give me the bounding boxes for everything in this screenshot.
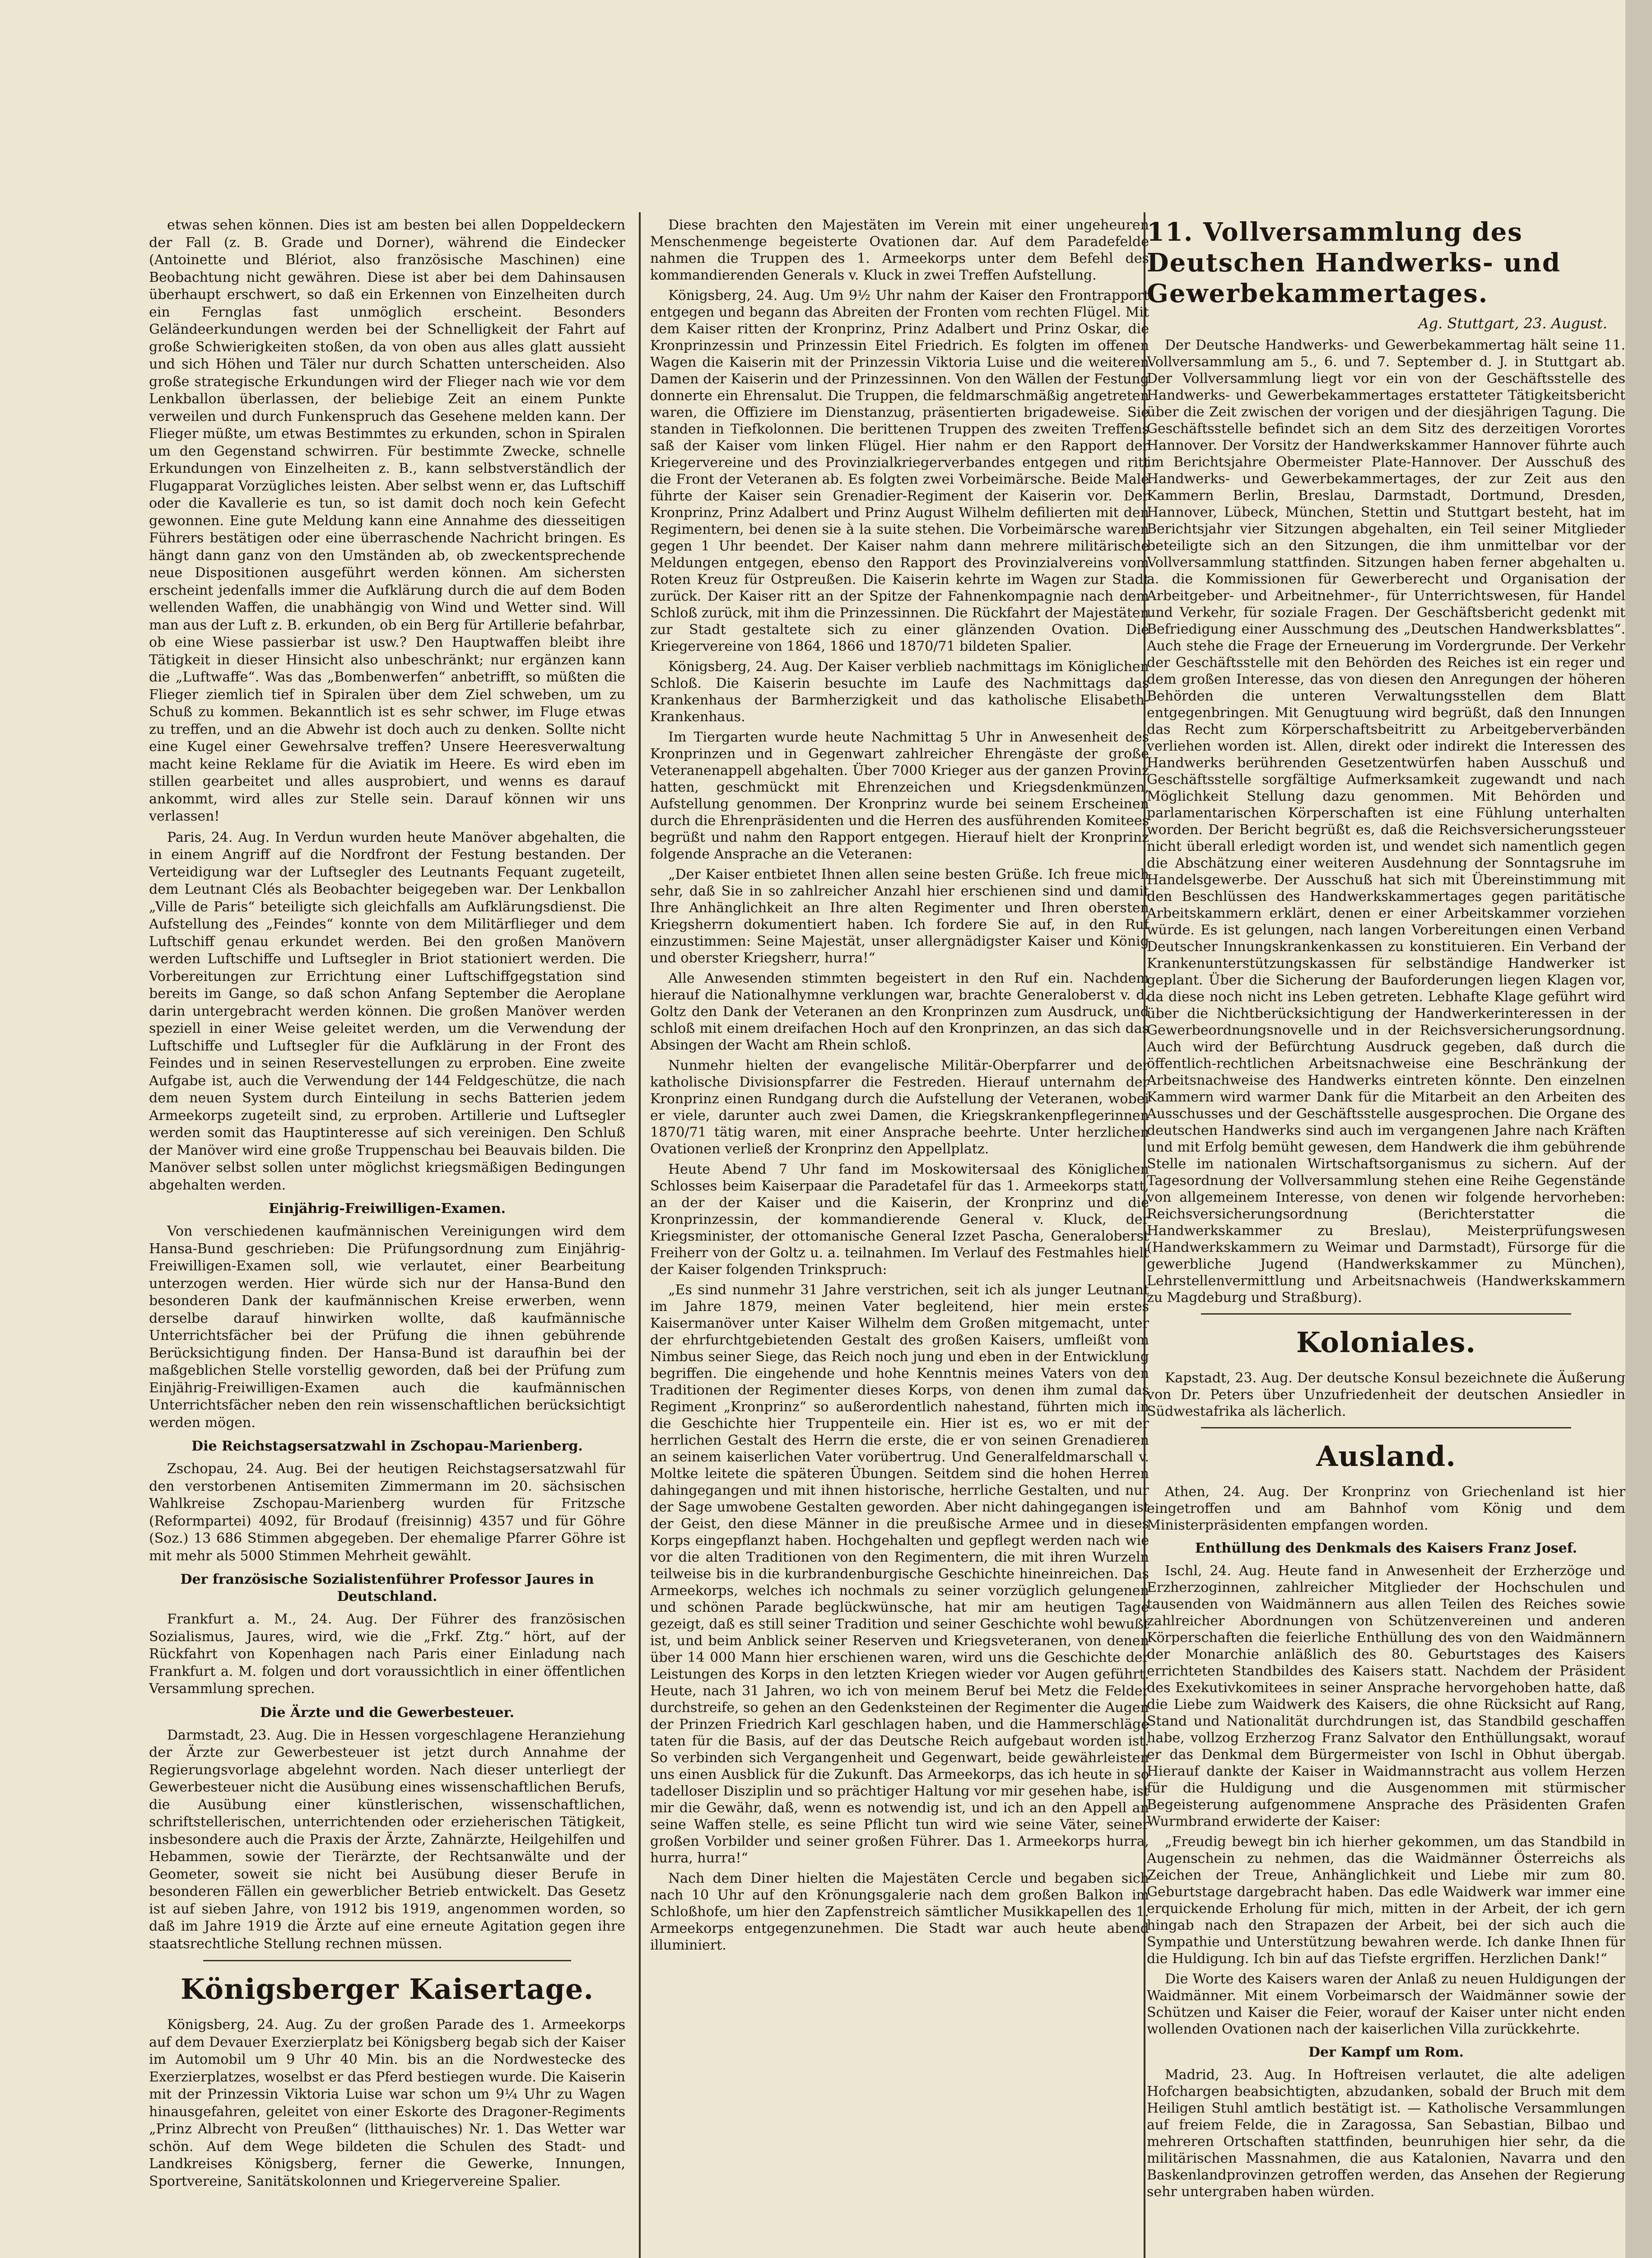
section-divider xyxy=(1201,1313,1571,1315)
kaiser-reply: „Freudig bewegt bin ich hierher gekommen, um das Standbild in Augenschein zu nehmen, das die Waidmänner Österreichs als Zeichen der Treue, Anhänglichkeit und Liebe mir zum 80. Geburtstage dargebracht haben. Das edle Waidwerk war immer eine erquickende Erholung für mich, mitten in der Arbeit, der ich gern hingab nach den Strapazen der Arbeit, bei der sich auch die Sympathie und Unterstützung bewahren werde. Ich danke Ihnen für die Huldigung. Ich bin auf das Tiefste ergriffen. Herzlichen Dank!“ xyxy=(1147,1834,1625,1967)
heading-handwerkskammertag: 11. Vollversammlung des Deutschen Handwerks- und Gewerbekammertages. xyxy=(1147,217,1561,308)
column-right xyxy=(1147,217,1625,2258)
heading-jaures: Der französische Sozialistenführer Professor Jaures in Deutschland. xyxy=(180,1572,594,1605)
veteranenappell-report: Im Tiergarten wurde heute Nachmittag 5 Uhr in Anwesenheit des Kronprinzen und in Gegenwart zahlreicher Ehrengäste der große Veteranenappell abgehalten. Über 7000 Krieger aus der ganzen Provinz hatten, geschmückt mit Ehrenzeichen und Kriegsdenkmünzen, Aufstellung genommen. Der Kronprinz wurde bei seinem Erscheinen durch die Ehrenpräsidenten und die Herren des ausführenden Komitees begrüßt und nahm den Rapport entgegen. Hierauf hielt der Kronprinz folgende Ansprache an die Veteranen: xyxy=(650,729,1149,862)
frontrapport-report: Königsberg, 24. Aug. Um 9½ Uhr nahm der Kaiser den Frontrapport entgegen und begann das Abreiten der Fronten vom rechten Flügel. Mit dem Kaiser ritten der Kronprinz, Prinz Adalbert und Prinz Oskar, die Kronprinzessin und Prinzessin Eitel Friedrich. Es folgten im offenen Wagen die Kaiserin mit der Prinzessin Viktoria Luise und die weiteren Damen der Kaiserin und der Prinzessinnen. Von den Wällen der Festung donnerte ein Ehrensalut. Die Truppen, die feldmarschmäßig angetreten waren, die Offiziere im Dienstanzug, präsentierten brigadeweise. Sie standen in Tiefkolonnen. Die berittenen Truppen des zweiten Treffens saß der Kaiser vom linken Flügel. Hier nahm er den Rapport der Kriegervereine und des Provinzialkriegerverbandes entgegen und ritt die Front der Veteranen ab. Es folgten zwei Vorbeimärsche. Beide Male führte der Kaiser sein Grenadier-Regiment der Kaiserin vor. Der Kronprinz, Prinz Adalbert und Prinz August Wilhelm defilierten mit den Regimentern, bei denen sie à la suite stehen. Die Vorbeimärsche waren gegen 1 Uhr beendet. Der Kaiser nahm dann mehrere militärische Meldungen entgegen, ebenso den Rapport des Provinzialvereins vom Roten Kreuz für Ostpreußen. Die Kaiserin kehrte im Wagen zur Stadt zurück. Der Kaiser ritt an der Spitze der Fahnenkompagnie nach dem Schloß zurück, mit ihm die Prinzessinnen. Die Rückfahrt der Majestäten zur Stadt gestaltete sich zu einer glänzenden Ovation. Die Kriegervereine von 1864, 1866 und 1870/71 bildeten Spalier. xyxy=(650,288,1149,654)
heading-aerzte: Die Ärzte und die Gewerbesteuer. xyxy=(260,1704,515,1721)
zapfenstreich-report: Nach dem Diner hielten die Majestäten Cercle und begaben sich nach 10 Uhr auf den Krönungsgalerie nach dem großen Balkon im Schloßhofe, um hier den Zapfenstreich sämtlicher Musikkapellen des 1. Armeekorps entgegenzunehmen. Die Stadt war auch heute abend illuminiert. xyxy=(650,1871,1149,1953)
madrid-report: Madrid, 23. Aug. In Hoftreisen verlautet, die alte adeligen Hofchargen beabsichtigten, abzudanken, sobald der Bruch mit dem Heiligen Stuhl amtlich bestätigt ist. — Katholische Versammlungen auf freiem Felde, die in Zaragossa, San Sebastian, Bilbao und mehreren Ortschaften stattfinden, beunruhigen hier sehr, da die militärischen Massnahmen, die aus Katalonien, Navarra und den Baskenlandprovinzen getroffen werden, das Ansehen der Regierung sehr untergraben haben würden. xyxy=(1147,2067,1625,2200)
athen-report: Athen, 24. Aug. Der Kronprinz von Griechenland ist hier eingetroffen und am Bahnhof vom König und dem Ministerpräsidenten empfangen worden. xyxy=(1147,1484,1625,1533)
column-left xyxy=(149,217,625,2258)
paris-maneuver-report: Paris, 24. Aug. In Verdun wurden heute Manöver abgehalten, die in einem Angriff auf die Nordfront der Festung bestanden. Der Verteidigung war der Luftsegler des Leutnants Fequant zugeteilt, dem Leutnant Clés als Beobachter beigegeben war. Der Lenkballon „Ville de Paris“ beteiligte sich gleichfalls am Aufklärungsdienst. Die Aufstellung des „Feindes“ konnte von dem Militärflieger und dem Luftschiff genau erkundet werden. Bei den großen Manövern werden Luftschiffe und Luftsegler in Briot stationiert werden. Die Vorbereitungen zur Errichtung einer Luftschiffgegstation sind bereits im Gange, so daß schon Anfang September die Aeroplane darin untergebracht werden können. Die großen Manöver werden speziell in einer Weise geleitet werden, um die Verwendung der Luftschiffe und Luftsegler für die Aufklärung in der Front des Feindes und in seinen Reservestellungen zu erproben. Eine zweite Aufgabe ist, auch die Verwendung der 144 Feldgeschütze, die nach dem neuen System durch Einteilung in sechs Batterien jedem Armeekorps zugeteilt sind, zu erproben. Artillerie und Luftsegler werden somit das Hauptinteresse auf sich vereinigen. Den Schluß der Manöver wird eine große Truppenschau bei Beauvais bilden. Die Manöver selbst sollen unter möglichst kriegsmäßigen Bedingungen abgehalten werden. xyxy=(149,829,625,1193)
handwerkskammertag-text: Der Deutsche Handwerks- und Gewerbekammertag hält seine 11. Vollversammlung am 5., 6. und 7. September d. J. in Stuttgart ab. Der Vollversammlung liegt vor ein von der Geschäftsstelle des Handwerks- und Gewerbekammertages erstatteter Tätigkeitsbericht über die Zeit zwischen der vorigen und der diesjährigen Tagung. Die Geschäftsstelle befindet sich an dem Sitz des derzeitigen Vorortes Hannover. Der Vorsitz der Handwerkskammer Hannover führte auch im Berichtsjahre Obermeister Plate-Hannover. Der Ausschuß des Handwerks- und Gewerbekammertages, der zur Zeit aus den Kammern Berlin, Breslau, Darmstadt, Dortmund, Dresden, Hannover, Lübeck, München, Stettin und Stuttgart besteht, hat im Berichtsjahr vier Sitzungen abgehalten, ein Teil seiner Mitglieder beteiligte sich an den Sitzungen, die ihm unmittelbar vor der Vollversammlung stattfinden. Sitzungen haben ferner abgehalten u. a. die Kommissionen für Gewerberecht und Organisation der Arbeitgeber- und Arbeitnehmer-, für Unterrichtswesen, für Handel und Verkehr, für soziale Fragen. Der Geschäftsbericht gedenkt mit Befriedigung einer Ausschmung des „Deutschen Handwerksblattes“. Auch stehe die Frage der Erneuerung im Vordergrunde. Der Verkehr der Geschäftsstelle mit den Behörden des Reiches ist ein reger und dem großen Interesse, das von diesen den Anregungen der höheren Behörden die unteren Verwaltungsstellen dem Blatt entgegenbringen. Mit Genugtuung wird begrüßt, daß den Innungen das Recht zum Körperschaftsbeitritt zu Arbeitgeberverbänden verliehen worden ist. Allen, direkt oder indirekt die Interessen des Handwerks berührenden Gesetzentwürfen haben Ausschuß und Geschäftsstelle sorgfältige Aufmerksamkeit zugewandt und nach Möglichkeit Stellung dazu genommen. Mit Behörden und parlamentarischen Körperschaften ist eine Fühlung unterhalten worden. Der Bericht begrüßt es, daß die Reichsversicherungssteuer nicht überall erledigt worden ist, und wendet sich namentlich gegen die Abschätzung einer weiteren Ausdehnung der Sonntagsruhe im Handelsgewerbe. Der Ausschuß hat sich mit Übereinstimmung mit den Beschlüssen des Handwerkskammertages gegen paritätische Arbeitskammern erklärt, denen er einer Arbeitskammer vorziehen würde. Es ist gelungen, nach langen Vorbereitungen einen Verband Deutscher Innungskrankenkassen zu konstituieren. Ein Verband der Krankenunterstützungskassen für selbständige Handwerker ist geplant. Über die Sicherung der Bauforderungen liegen Klagen vor, da diese noch nicht ins Leben getreten. Lebhafte Klage geführt wird über die Nichtberücksichtigung der Handwerkerinteressen in der Gewerbeordnungsnovelle und in der Reichsversicherungsordnung. Auch wird der Befürchtung Ausdruck gegeben, daß durch die öffentlich-rechtlichen Arbeitsnachweise eine Beschränkung der Arbeitsnachweise des Handwerks eintreten könnte. Den einzelnen Kammern wird warmer Dank für die Mitarbeit an den Arbeiten des Ausschusses und der Geschäftsstelle ausgesprochen. Die Organe des deutschen Handwerks sind auch im vergangenen Jahre nach Kräften und mit Erfolg bemüht gewesen, dem Handwerk die ihm gebührende Stelle im nationalen Wirtschaftsorganismus zu sichern. Auf der Tagesordnung der Vollversammlung stehen eine Reihe Gegenstände von allgemeinem Interesse, von denen wir folgende hervorheben: Reichsversicherungsordnung (Berichterstatter die Handwerkskammer zu Breslau), Meisterprüfungswesen (Handwerkskammern zu Weimar und Darmstadt), Fürsorge für die gewerbliche Jugend (Handwerkskammer zu München), Lehrstellenvermittlung und Arbeitsnachweis (Handwerkskammern zu Magdeburg und Straßburg). xyxy=(1147,337,1625,1306)
kaisertage-continued: Diese brachten den Majestäten im Verein mit einer ungeheuren Menschenmenge begeisterte Ovationen dar. Auf dem Paradefelde nahmen die Truppen des 1. Armeekorps unter dem Befehl des kommandierenden Generals v. Kluck in zwei Treffen Aufstellung. xyxy=(650,217,1149,283)
column-middle xyxy=(650,217,1149,2258)
zschopau-report: Zschopau, 24. Aug. Bei der heutigen Reichstagsersatzwahl für den verstorbenen Antisemiten Zimmermann im 20. sächsischen Wahlkreise Zschopau-Marienberg wurden für Fritzsche (Reformpartei) 4092, für Brodauf (freisinnig) 4357 und für Göhre (Soz.) 13 686 Stimmen abgegeben. Der ehemalige Pfarrer Göhre ist mit mehr als 5000 Stimmen Mehrheit gewählt. xyxy=(149,1461,625,1564)
kaiser-toast: „Es sind nunmehr 31 Jahre verstrichen, seit ich als junger Leutnant im Jahre 1879, meinen Vater begleitend, hier mein erstes Kaisermanöver unter Kaiser Wilhelm dem Großen mitgemacht, unter der ehrfurchtgebietenden Gestalt des großen Kaisers, umfleißt vom Nimbus seiner Siege, das Reich noch jung und eben in der Entwicklung begriffen. Die eingehende und hohe Kenntnis meines Vaters von den Traditionen der Regimenter dieses Korps, von denen ihm zumal das Regiment „Kronprinz“ so außerordentlich nahestand, führten mich in die Geschichte hier Truppenteile ein. Hier ist es, wo er mit der herrlichen Gestalt des Herrn die erste, die er von seinen Grenadieren an seinem kaiserlichen Vater vorübertrug. Und Generalfeldmarschall v. Moltke leitete die späteren Übungen. Seitdem sind die hohen Herren dahingegangen und mit ihnen historische, herrliche Gestalten, und nur der Sage umwobene Gestalten geworden. Aber nicht dahingegangen ist der Geist, den diese Männer in die preußische Armee und in dieses Korps eingepflanzt haben. Hochgehalten und gepflegt werden nach wie vor die alten Traditionen von den Regimentern, die mit ihren Wurzeln teilweise bis in die kurbrandenburgische Geschichte hineinreichen. Das Armeekorps, welches ich nochmals zu seiner vorzüglich gelungenen und schönen Parade beglückwünsche, hat mir am heutigen Tage gezeigt, daß es still seiner Tradition und seiner Geschichte wohl bewußt ist, und beim Anblick seiner Reserven und Kriegsveteranen, von denen über 14 000 Mann hier erschienen waren, wird uns die Geschichte der Leistungen des Korps in den letzten Kriegen wieder vor Augen geführt. Heute, nach 31 Jahren, wo ich von meinem Beruf bei Metz die Felder durchstreife, so gehen an den Gedenksteinen der Regimenter die Augen der Prinzen Friedrich Karl geschlagen haben, und die Hammerschläge taten für die Basis, auf der das Deutsche Reich aufgebaut worden ist. So verbinden sich Vergangenheit und Gegenwart, beide gewährleisten uns einen Ausblick für die Zukunft. Das Armeekorps, das ich heute in so tadelloser Disziplin und so prächtiger Haltung vor mir gesehen habe, ist mir die Gewähr, daß, wenn es notwendig ist, und ich an den Appell an seine Waffen stelle, es seine Pflicht tun wird wie seine Väter, seiner großen Vorbilder und seiner großen Führer. Das 1. Armeekorps hurra, hurra, hurra!“ xyxy=(650,1282,1149,1866)
column-rule-left xyxy=(639,212,641,2258)
koenigsberg-parade-report: Königsberg, 24. Aug. Zu der großen Parade des 1. Armeekorps auf dem Devauer Exerzierplatz bei Königsberg begab sich der Kaiser im Automobil um 9 Uhr 40 Min. bis an die Nordwestecke des Exerzierplatzes, woselbst er das Pferd bestiegen wurde. Die Kaiserin mit der Prinzessin Viktoria Luise war schon um 9¼ Uhr zu Wagen hinausgefahren, geleitet von einer Eskorte des Dragoner-Regiments „Prinz Albrecht von Preußen“ (litthauisches) Nr. 1. Das Wetter war schön. Auf dem Wege bildeten die Schulen des Stadt- und Landkreises Königsberg, ferner die Gewerke, Innungen, Sportvereine, Sanitätskolonnen und Kriegervereine Spalier. xyxy=(149,2017,625,2189)
kronprinz-speech: „Der Kaiser entbietet Ihnen allen seine besten Grüße. Ich freue mich sehr, daß Sie in so zahlreicher Anzahl hier erschienen sind und damit Ihre Anhänglichkeit an Ihre alten Regimenter und Ihren obersten Kriegsherrn dokumentiert haben. Ich fordere Sie auf, in den Ruf einzustimmen: Seine Majestät, unser allergnädigster Kaiser und König und oberster Kriegsherr, hurra!“ xyxy=(650,867,1149,966)
section-divider xyxy=(1201,1427,1571,1428)
aviation-article-text: etwas sehen können. Dies ist am besten bei allen Doppeldeckern der Fall (z. B. Grade und Dorner), während die Eindecker (Antoinette und Blériot, also französische Maschinen) eine Beobachtung nicht gewähren. Diese ist aber bei dem Dahinsausen überhaupt erschwert, so daß ein Erkennen von Einzelheiten durch ein Fernglas fast unmöglich erscheint. Besonders Geländeerkundungen werden bei der Schnelligkeit der Fahrt auf große Schwierigkeiten stoßen, da von oben aus alles glatt aussieht und sich Höhen und Täler nur durch Schatten unterscheiden. Also große strategische Erkundungen wird der Flieger nach wie vor dem Lenkballon überlassen, der beliebige Zeit an einem Punkte verweilen und durch Funkenspruch das Gesehene melden kann. Der Flieger müßte, um etwas Bestimmtes zu erkunden, schon in Spiralen um den Gegenstand schwirren. Für bestimmte Zwecke, schnelle Erkundungen von Einzelheiten z. B., kann selbstverständlich der Flugapparat Vorzügliches leisten. Aber selbst wenn er, das Luftschiff oder die Kavallerie es tun, so ist damit doch noch kein Gefecht gewonnen. Eine gute Meldung kann eine Annahme des diesseitigen Führers bestätigen oder eine überraschende Nachricht bringen. Es hängt dann ganz von den Umständen ab, ob zweckentsprechende neue Dispositionen ausgeführt werden können. Am sichersten erscheint jedenfalls immer die Aufklärung durch die auf dem Boden wellenden Waffen, die unabhängig von Wind und Wetter sind. Will man aus der Luft z. B. erkunden, ob ein Berg für Artillerie befahrbar, ob eine Wiese passierbar ist usw.? Den Hauptwaffen bleibt ihre Tätigkeit in dieser Hinsicht also unbeschränkt; nur ergänzen kann die „Luftwaffe“. Was das „Bombenwerfen“ anbetrifft, so müßten die Flieger ziemlich tief in Spiralen über dem Ziel schweben, um zu Schuß zu kommen. Bekanntlich ist es sehr schwer, im Fluge etwas zu treffen, und an die Abwehr ist doch auch zu denken. Sollte nicht eine Kugel einer Gewehrsalve treffen? Unsere Heeresverwaltung macht keine Reklame für die Aviatik im Heere. Es wird eben im stillen gearbeitet und alles ausprobiert, und wenns es darauf ankommt, wird alles zur Stelle sein. Darauf können wir uns verlassen! xyxy=(149,217,625,824)
heading-einjaehrig: Einjährig-Freiwilligen-Examen. xyxy=(269,1201,506,1217)
heading-koloniales: Koloniales. xyxy=(1296,1326,1476,1359)
heading-kampf-um-rom: Der Kampf um Rom. xyxy=(1308,2044,1464,2060)
section-divider xyxy=(203,1960,571,1961)
waidmaenner-report: Die Worte des Kaisers waren der Anlaß zu neuen Huldigungen der Waidmänner. Mit einem Vorbeimarsch der Waidmänner sowie der Schützen und Kaiser die Feier, worauf der Kaiser unter nicht enden wollenden Ovationen nach der kaiserlichen Villa zurückkehrte. xyxy=(1147,1971,1625,2037)
festreden-report: Nunmehr hielten der evangelische Militär-Oberpfarrer und der katholische Divisionspfarrer die Festreden. Hierauf unternahm der Kronprinz einen Rundgang durch die Aufstellung der Veteranen, wobei er viele, darunter auch zwei Damen, die Kriegskrankenpflegerinnen 1870/71 tätig waren, mit einer Ansprache beehrte. Unter herzlichen Ovationen verließ der Kronprinz den Appellplatz. xyxy=(650,1058,1149,1157)
heading-ausland: Ausland. xyxy=(1316,1440,1456,1473)
heading-reichstagsersatzwahl: Die Reichstagsersatzwahl in Zschopau-Marienberg. xyxy=(191,1438,583,1454)
darmstadt-report: Darmstadt, 23. Aug. Die in Hessen vorgeschlagene Heranziehung der Ärzte zur Gewerbesteuer ist jetzt durch Annahme der Regierungsvorlage abgelehnt worden. Nach dieser unterliegt der Gewerbesteuer nicht die Ausübung eines wissenschaftlichen Berufs, die Ausübung einer künstlerischen, wissenschaftlichen, schriftstellerischen, unterrichtenden oder erzieherischen Tätigkeit, insbesondere auch die Praxis der Ärzte, Zahnärzte, Heilgehilfen und Hebammen, sowie der Tierärzte, der Rechtsanwälte und der Geometer, soweit sie nicht bei Ausübung dieser Berufe in besonderen Fällen ein gewerblicher Betrieb entwickelt. Das Gesetz ist auf sieben Jahre, von 1912 bis 1919, angenommen worden, so daß im Jahre 1919 die Ärzte auf eine erneute Agitation gegen ihre staatsrechtliche Stellung rechnen müssen. xyxy=(149,1727,625,1952)
ischl-report: Ischl, 24. Aug. Heute fand in Anwesenheit der Erzherzöge und Erzherzoginnen, zahlreicher Mitglieder der Hochschulen und tausenden von Waidmännern aus allen Teilen des Reiches sowie zahlreicher Abordnungen von Schützenvereinen und anderen Körperschaften die feierliche Enthüllung des von den Waidmännern der Monarchie anläßlich des 80. Geburtstages des Kaisers errichteten Standbildes des Kaisers statt. Nachdem der Präsident des Exekutivkomitees in seiner Ansprache hervorgehoben hatte, daß die Liebe zum Waidwerk des Kaisers, die ohne Rücksicht auf Rang, Stand und Nationalität durchdrungen ist, das Standbild geschaffen habe, vollzog Erzherzog Franz Salvator den Enthüllungsakt, worauf er das Denkmal dem Bürgermeister von Ischl in Obhut übergab. Hierauf dankte der Kaiser in Waidmannstracht aus vollem Herzen für die Huldigung und die Ausgenommen mit stürmischer Begeisterung aufgenommene Ansprache des Präsidenten Grafen Wurmbrand erwiderte der Kaiser: xyxy=(1147,1563,1625,1829)
goltz-report: Alle Anwesenden stimmten begeistert in den Ruf ein. Nachdem hierauf die Nationalhymne verklungen war, brachte Generaloberst v. d. Goltz den Dank der Veteranen an den Kronprinzen zum Ausdruck, und schloß mit einem dreifachen Hoch auf den Kronprinzen, an das sich das Absingen der Wacht am Rhein schloß. xyxy=(650,970,1149,1053)
heading-koenigsberger-kaisertage: Königsberger Kaisertage. xyxy=(180,1973,594,2006)
kapstadt-report: Kapstadt, 23. Aug. Der deutsche Konsul bezeichnete die Äußerung von Dr. Peters über Unzufriedenheit der deutschen Ansiedler in Südwestafrika als lächerlich. xyxy=(1147,1370,1625,1419)
page-edge xyxy=(1625,0,1652,2258)
afternoon-report: Königsberg, 24. Aug. Der Kaiser verblieb nachmittags im Königlichen Schloß. Die Kaiserin besuchte im Laufe des Nachmittags das Krankenhaus der Barmherzigkeit und das katholische Elisabeth-Krankenhaus. xyxy=(650,659,1149,725)
jaures-report: Frankfurt a. M., 24. Aug. Der Führer des französischen Sozialismus, Jaures, wird, wie die „Frkf. Ztg.“ hört, auf der Rückfahrt von Kopenhagen nach Paris einer Einladung nach Frankfurt a. M. folgen und dort voraussichtlich in einer öffentlichen Versammlung sprechen. xyxy=(149,1611,625,1697)
dateline-stuttgart: Ag. Stuttgart, 23. August. xyxy=(1418,315,1607,332)
heading-franz-josef-denkmal: Enthüllung des Denkmals des Kaisers Franz Josef. xyxy=(1195,1540,1578,1556)
paradetafel-report: Heute Abend 7 Uhr fand im Moskowitersaal des Königlichen Schlosses beim Kaiserpaar die Paradetafel für das 1. Armeekorps statt, an der der Kaiser und die Kaiserin, der Kronprinz und die Kronprinzessin, der kommandierende General v. Kluck, der Kriegsminister, der ottomanische General Izzet Pascha, Generaloberst Freiherr von der Goltz u. a. teilnahmen. Im Verlauf des Festmahles hielt der Kaiser folgenden Trinkspruch: xyxy=(650,1162,1149,1278)
einjaehrig-text: Von verschiedenen kaufmännischen Vereinigungen wird dem Hansa-Bund geschrieben: Die Prüfungsordnung zum Einjährig-Freiwilligen-Examen soll, wie verlautet, einer Bearbeitung unterzogen werden. Hier würde sich nur der Hansa-Bund den besonderen Dank der kaufmännischen Kreise erwerben, wenn derselbe darauf hinwirken wollte, daß kaufmännische Unterrichtsfächer bei der Prüfung die ihnen gebührende Berücksichtigung finden. Der Hansa-Bund ist daraufhin bei der maßgeblichen Stelle vorstellig geworden, daß bei der Prüfung zum Einjährig-Freiwilligen-Examen auch die kaufmännischen Unterrichtsfächer neben den rein wissenschaftlichen berücksichtigt werden mögen. xyxy=(149,1223,625,1431)
